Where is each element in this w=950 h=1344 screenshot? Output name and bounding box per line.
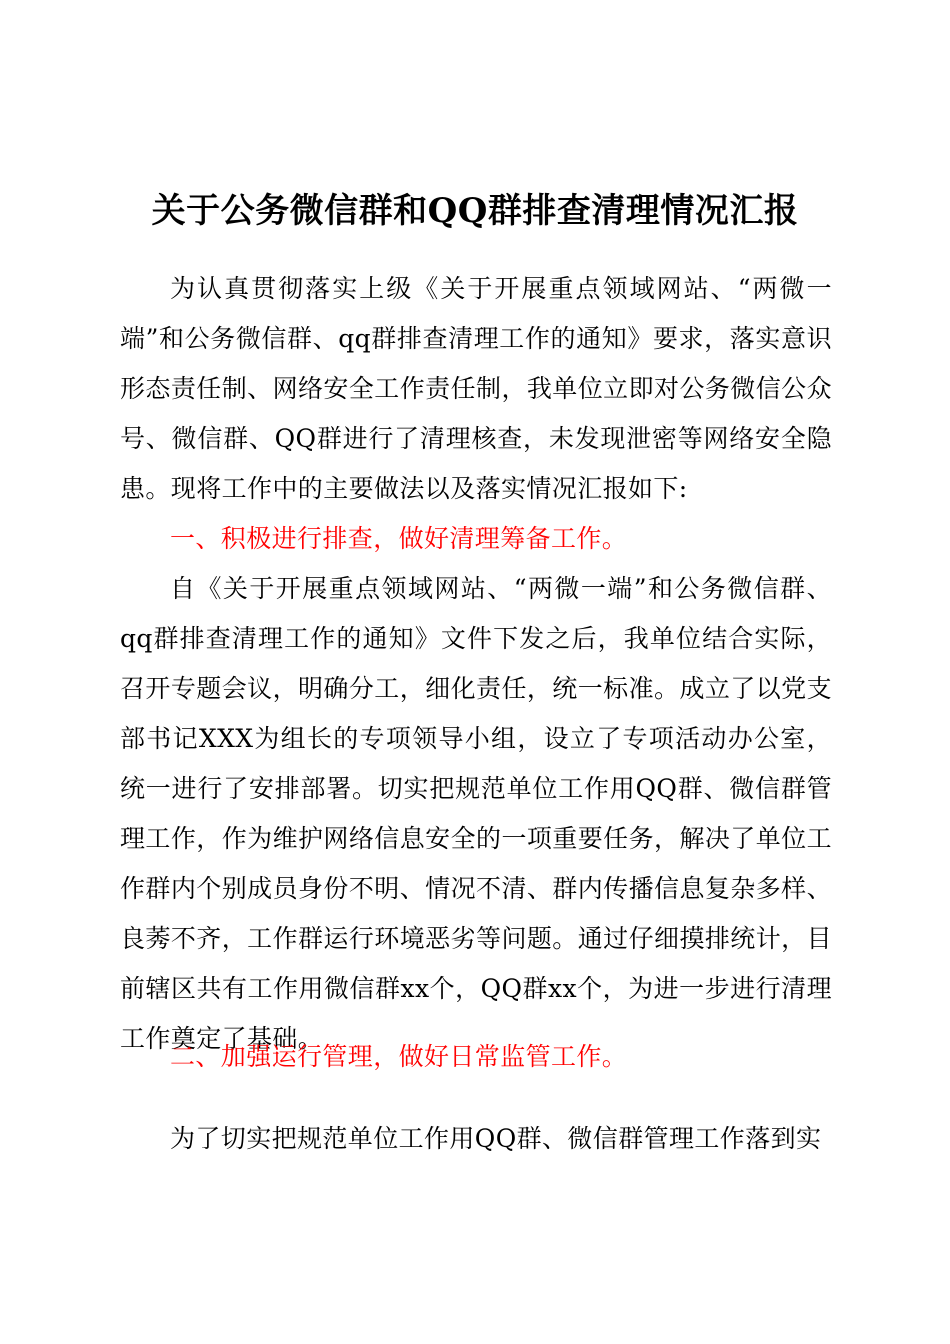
document-title: 关于公务微信群和QQ群排查清理情况汇报 [151,191,799,231]
body-paragraph-3: 为了切实把规范单位工作用QQ群、微信群管理工作落到实 [170,1124,822,1153]
section-heading-2: 二、加强运行管理，做好日常监管工作。 [170,1042,628,1071]
body-paragraph-2: 自《关于开展重点领域网站、“两微一端”和公务微信群、qq群排查清理工作的通知》文件下发之后，我单位结合实际，召开专题会议，明确分工，细化责任，统一标准。成立了以党支部书记XXX为组长的专项领导小组，设立了专项活动办公室，统一进行了安排部署。切实把规范单位工作用QQ群、微信群管理工作，作为维护网络信息安全的一项重要任务，解决了单位工作群内个别成员身份不明、情况不清、群内传播信息复杂多样、良莠不齐，工作群运行环境恶劣等问题。通过仔细摸排统计，目前辖区共有工作用微信群xx个，QQ群xx个，为进一步进行清理工作奠定了基础。 [120,574,832,1053]
body-paragraph-1: 为认真贯彻落实上级《关于开展重点领域网站、“两微一端”和公务微信群、qq群排查清理工作的通知》要求，落实意识形态责任制、网络安全工作责任制，我单位立即对公务微信公众号、微信群、QQ群进行了清理核查，未发现泄密等网络安全隐患。现将工作中的主要做法以及落实情况汇报如下: [120,274,832,503]
section-heading-1: 一、积极进行排查，做好清理筹备工作。 [170,524,628,553]
